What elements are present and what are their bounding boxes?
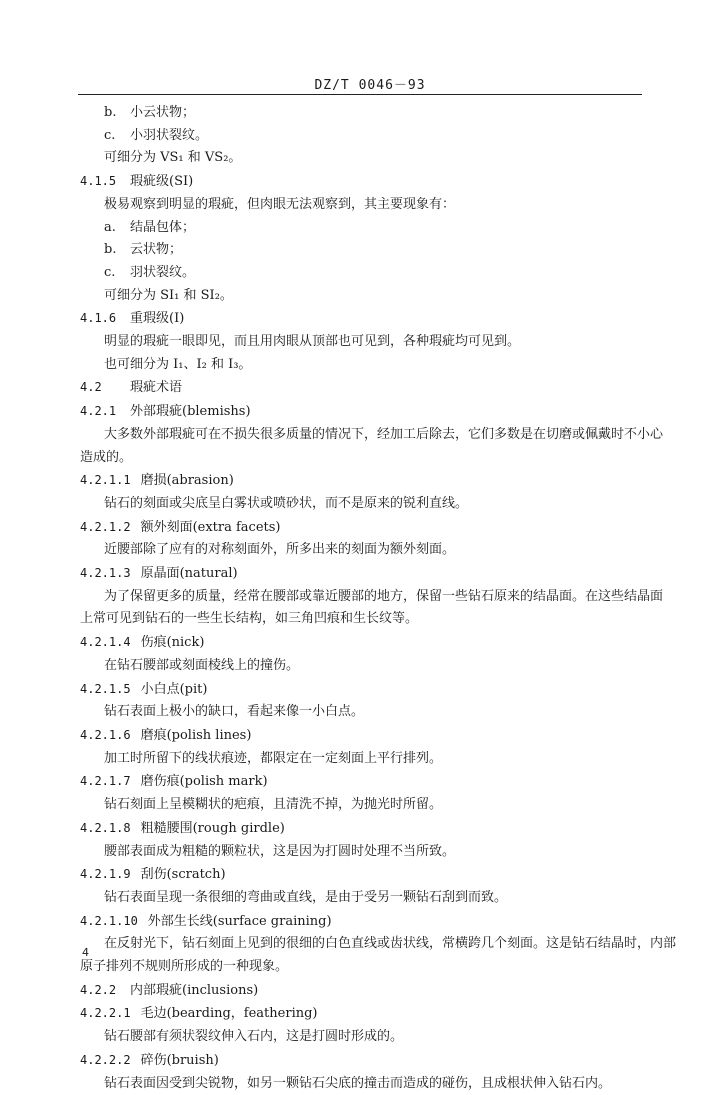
section-heading xyxy=(80,1049,640,1073)
section-title: 磨伤痕(polish mark) xyxy=(140,774,268,790)
paragraph: 也可细分为 I₁、I₂ 和 I₃。 xyxy=(104,356,252,372)
section-number: 4.1.5 xyxy=(80,174,117,189)
section-number: 4.2.1 xyxy=(80,404,117,419)
section-title: 瑕疵级(SI) xyxy=(130,174,194,190)
section-heading xyxy=(80,516,640,540)
paragraph: 极易观察到明显的瑕疵，但肉眼无法观察到，其主要现象有： xyxy=(104,196,456,212)
list-item xyxy=(80,102,640,125)
section-heading xyxy=(80,170,640,194)
paragraph: 钻石腰部有须状裂纹伸入石内，这是打圆时形成的。 xyxy=(104,1029,404,1045)
section-title: 磨痕(polish lines) xyxy=(140,727,252,743)
section-title: 刮伤(scratch) xyxy=(140,867,226,883)
list-item xyxy=(80,239,640,262)
list-text: 结晶包体； xyxy=(130,219,196,235)
section-title: 小白点(pit) xyxy=(140,681,208,697)
section-title: 磨损(abrasion) xyxy=(140,473,234,489)
paragraph: 可细分为 VS₁ 和 VS₂。 xyxy=(104,150,242,166)
section-heading xyxy=(80,910,640,934)
section-title: 伤痕(nick) xyxy=(140,635,205,651)
paragraph: 近腰部除了应有的对称刻面外，所多出来的刻面为额外刻面。 xyxy=(104,542,456,558)
paragraph: 明显的瑕疵一眼即见，而且用肉眼从顶部也可见到，各种瑕疵均可见到。 xyxy=(104,334,521,350)
paragraph: 加工时所留下的线状痕迹，都限定在一定刻面上平行排列。 xyxy=(104,750,443,766)
section-number: 4.2.1.7 xyxy=(80,774,131,789)
paragraph: 可细分为 SI₁ 和 SI₂。 xyxy=(104,287,233,303)
section-number: 4.2.1.1 xyxy=(80,473,131,488)
list-text: 小云状物； xyxy=(130,105,196,120)
paragraph: 钻石刻面上呈模糊状的疤痕，且清洗不掉，为抛光时所留。 xyxy=(104,797,443,813)
section-number: 4.2.1.4 xyxy=(80,635,131,650)
standard-code: DZ/T 0046－93 xyxy=(314,78,426,93)
section-heading xyxy=(80,631,640,655)
list-label: b. xyxy=(104,242,117,258)
section-title: 碎伤(bruish) xyxy=(140,1052,219,1068)
list-label: c. xyxy=(104,264,116,280)
list-label: b. xyxy=(104,105,117,120)
section-number: 4.2.2 xyxy=(80,982,117,997)
section-number: 4.2.1.6 xyxy=(80,727,131,742)
section-heading xyxy=(80,770,640,794)
section-heading xyxy=(80,863,640,887)
section-title: 外部瑕疵(blemishs) xyxy=(130,404,251,420)
section-title: 重瑕级(I) xyxy=(130,311,185,327)
section-number: 4.2.1.8 xyxy=(80,820,131,835)
section-number: 4.1.6 xyxy=(80,311,117,326)
section-heading xyxy=(80,678,640,702)
section-number: 4.2.1.5 xyxy=(80,681,131,696)
paragraph: 钻石表面因受到尖锐物，如另一颗钻石尖底的撞击而造成的碰伤，且成根状伸入钻石内。 xyxy=(104,1075,612,1091)
list-text: 小羽状裂纹。 xyxy=(130,127,209,143)
list-item xyxy=(80,217,640,240)
list-text: 羽状裂纹。 xyxy=(130,264,196,280)
paragraph: 腰部表面成为粗糙的颗粒状，这是因为打圆时处理不当所致。 xyxy=(104,843,456,859)
header-divider xyxy=(78,94,642,95)
section-title: 瑕疵术语 xyxy=(130,380,183,396)
section-heading xyxy=(80,1002,640,1026)
section-title: 毛边(bearding，feathering) xyxy=(140,1006,318,1022)
section-heading xyxy=(80,562,640,586)
section-title: 外部生长线(surface graining) xyxy=(147,913,332,929)
paragraph: 在钻石腰部或刻面棱线上的撞伤。 xyxy=(104,657,300,673)
section-heading xyxy=(80,307,640,331)
section-number: 4.2.2.1 xyxy=(80,1006,131,1021)
section-number: 4.2.2.2 xyxy=(80,1052,131,1067)
section-heading xyxy=(80,400,640,424)
section-title: 原晶面(natural) xyxy=(140,566,238,582)
section-number: 4.2.1.10 xyxy=(80,913,138,928)
section-heading xyxy=(80,724,640,748)
list-text: 云状物； xyxy=(130,242,183,258)
document-body xyxy=(80,102,677,1095)
page-number: 4 xyxy=(82,946,89,959)
section-number: 4.2.1.3 xyxy=(80,566,131,581)
section-title: 内部瑕疵(inclusions) xyxy=(130,982,259,998)
section-heading xyxy=(80,979,640,1003)
paragraph: 钻石表面呈现一条很细的弯曲或直线，是由于受另一颗钻石刮到而致。 xyxy=(104,889,508,905)
section-number: 4.2.1.2 xyxy=(80,519,131,534)
paragraph: 为了保留更多的质量，经常在腰部或靠近腰部的地方，保留一些钻石原来的结晶面。在这些结晶面 xyxy=(104,588,664,604)
section-number: 4.2 xyxy=(80,380,102,395)
list-label: a. xyxy=(104,219,116,235)
paragraph: 钻石的刻面或尖底呈白雾状或喷砂状，而不是原来的锐利直线。 xyxy=(104,495,469,511)
paragraph: 钻石表面上极小的缺口，看起来像一小白点。 xyxy=(104,704,365,720)
section-title: 额外刻面(extra facets) xyxy=(140,519,281,535)
section-heading xyxy=(80,469,640,493)
paragraph-continuation: 造成的。 xyxy=(80,449,133,465)
section-number: 4.2.1.9 xyxy=(80,867,131,882)
paragraph: 大多数外部瑕疵可在不损失很多质量的情况下，经加工后除去，它们多数是在切磨或佩戴时不小心 xyxy=(104,426,664,442)
paragraph-continuation: 上常可见到钻石的一些生长结构，如三角凹痕和生长纹等。 xyxy=(80,611,419,627)
section-title: 粗糙腰围(rough girdle) xyxy=(140,820,285,836)
paragraph: 在反射光下，钻石刻面上见到的很细的白色直线或齿状线，常横跨几个刻面。这是钻石结晶时，内部 xyxy=(104,936,677,952)
section-heading xyxy=(80,376,640,400)
section-heading xyxy=(80,817,640,841)
list-item xyxy=(80,262,640,285)
list-item xyxy=(80,125,640,148)
paragraph-continuation: 原子排列不规则所形成的一种现象。 xyxy=(80,959,289,975)
list-label: c. xyxy=(104,127,116,143)
